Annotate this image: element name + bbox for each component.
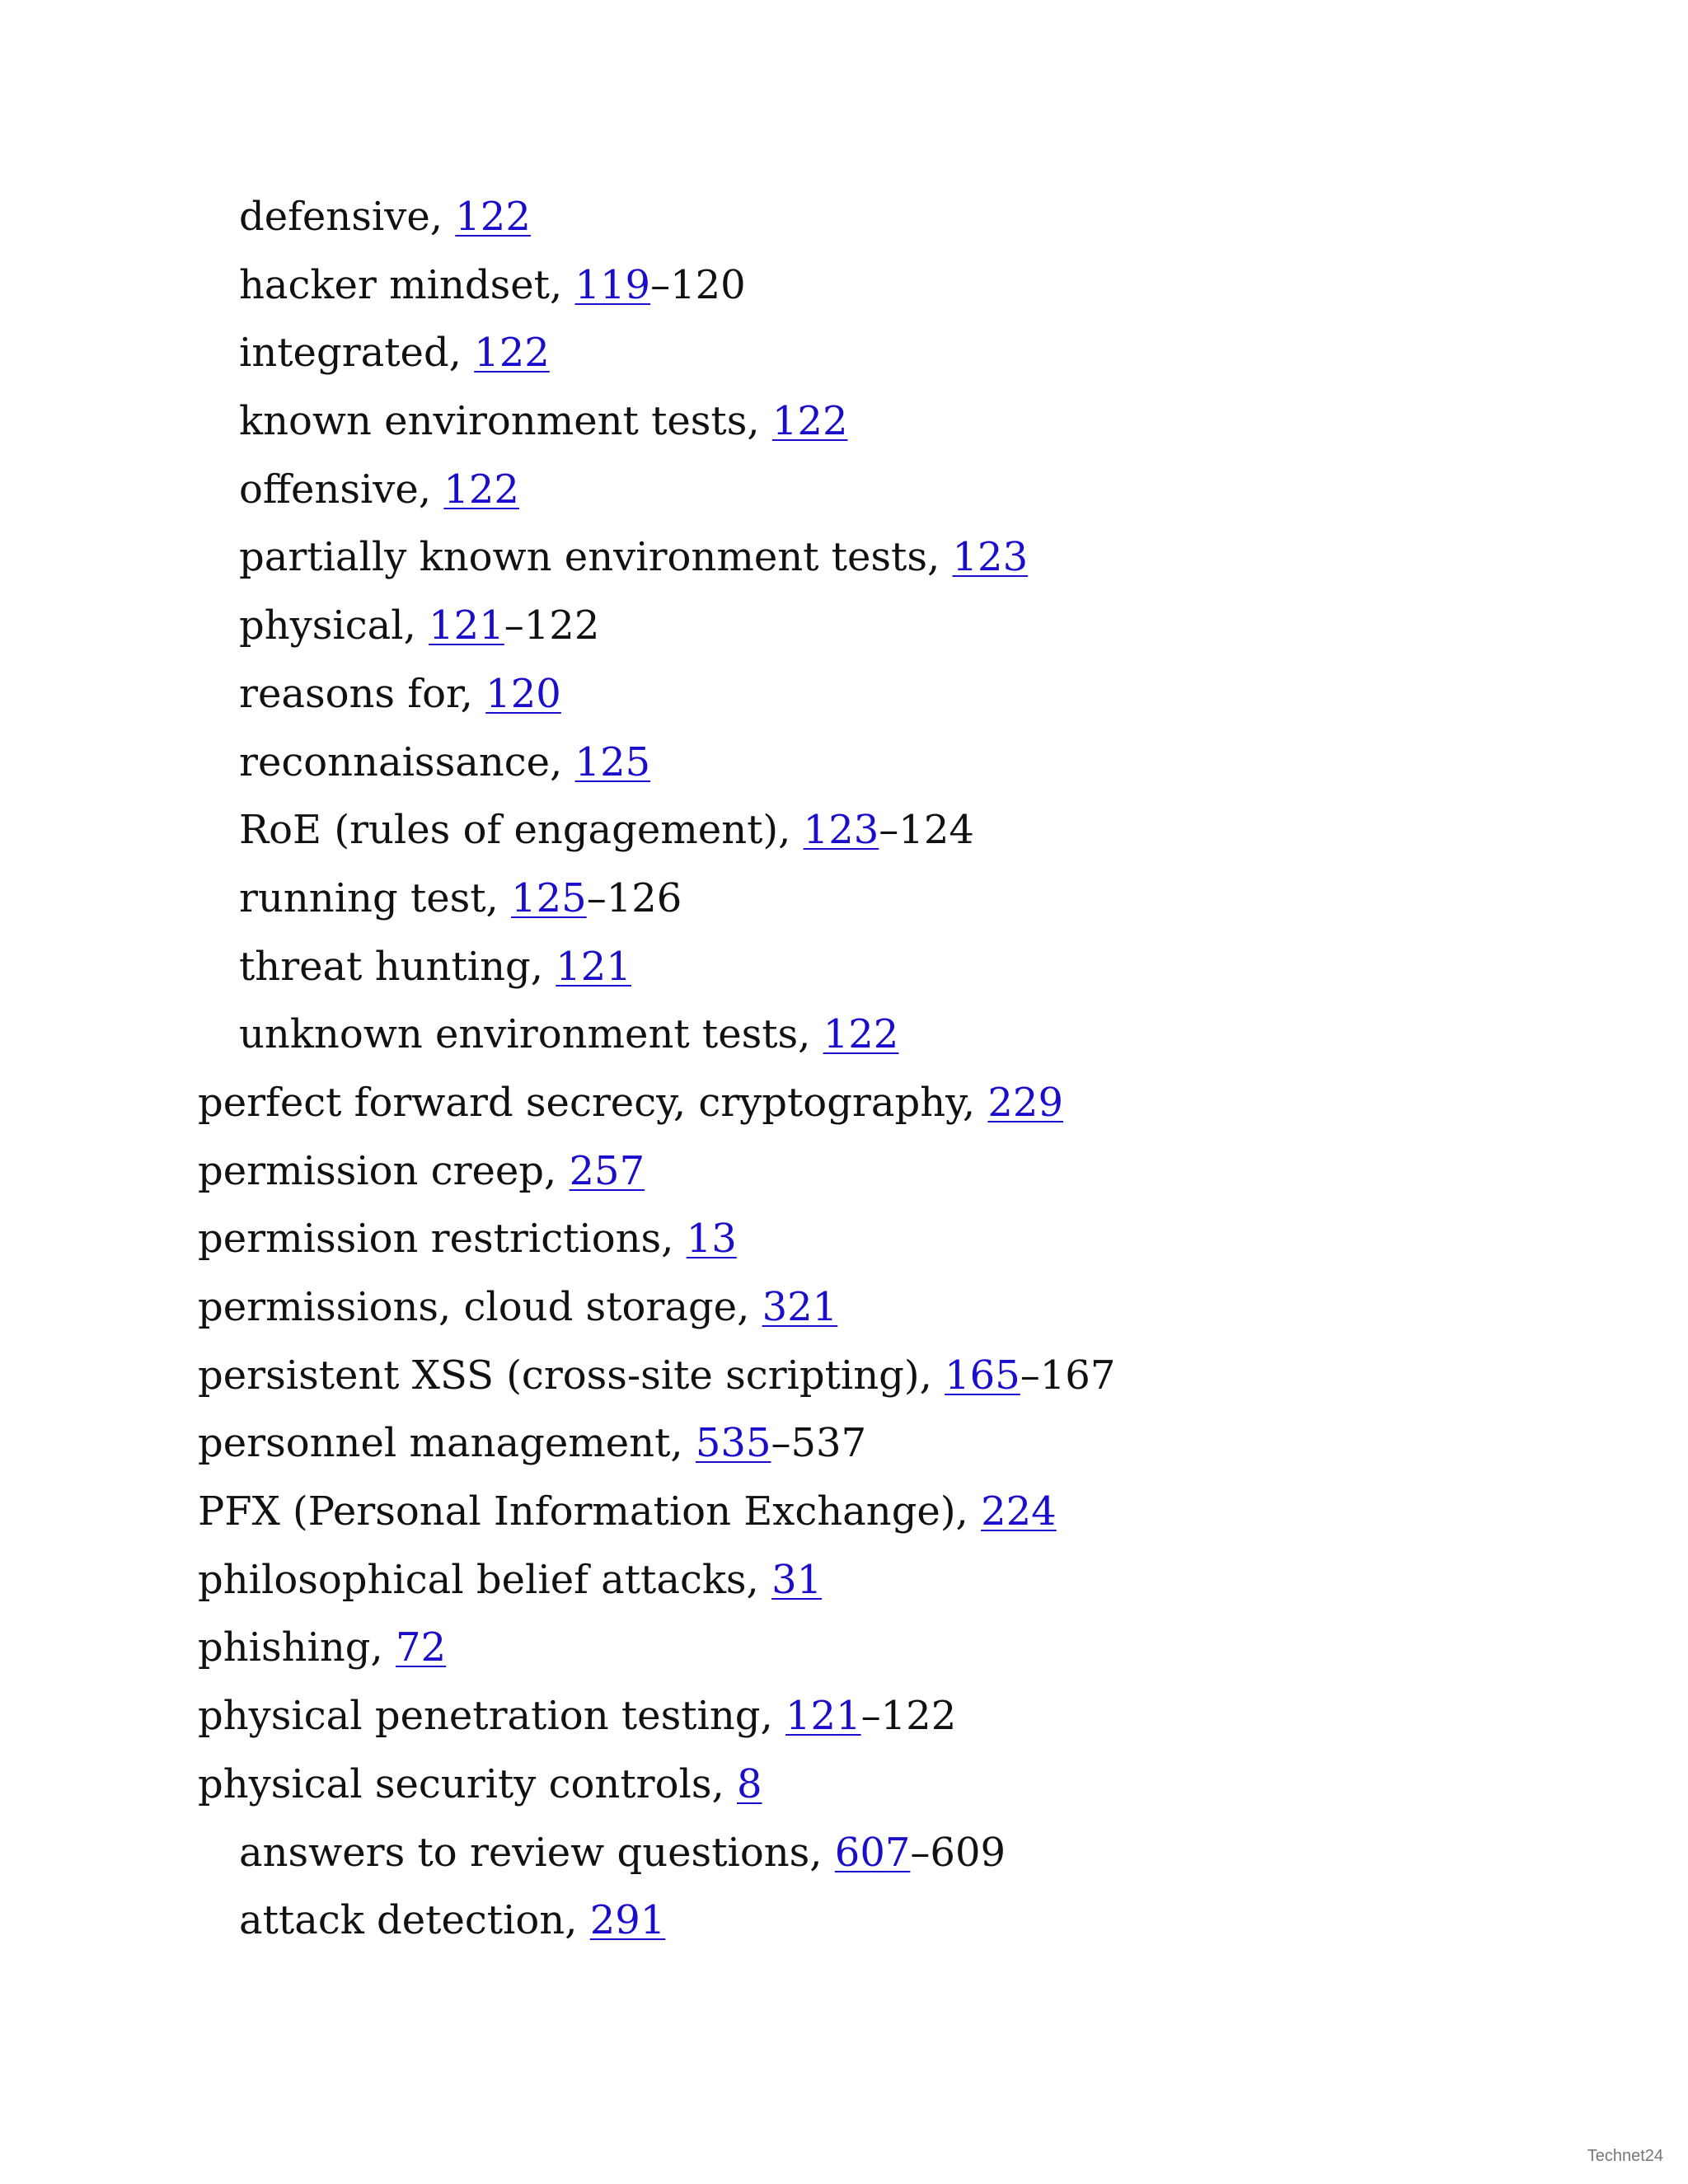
page-reference-link[interactable]: 321 [762,1284,838,1330]
page-range-end: –124 [879,807,974,854]
index-subentry [0,183,1688,251]
index-term: attack detection, [239,1897,590,1944]
index-entry [0,1682,1688,1750]
index-subentry [0,319,1688,387]
page-reference-link[interactable]: 13 [686,1216,737,1263]
page-reference-link[interactable]: 291 [589,1897,666,1944]
index-term: reasons for, [239,670,486,717]
index-term: partially known environment tests, [239,534,953,581]
index-term: perfect forward secrecy, cryptography, [198,1079,988,1126]
page-reference-link[interactable]: 31 [771,1556,823,1603]
page-reference-link[interactable]: 122 [443,466,519,513]
index-subentry [0,387,1688,456]
page-reference-link[interactable]: 121 [785,1693,861,1740]
page-range-end: –126 [586,874,682,921]
watermark: Technet24 [1587,2147,1663,2165]
index-term: unknown environment tests, [239,1011,823,1058]
index-term: phishing, [198,1624,396,1671]
index-entry [0,1750,1688,1819]
index-term: permission restrictions, [198,1216,687,1263]
page-reference-link[interactable]: 607 [834,1829,911,1876]
page-reference-link[interactable]: 120 [485,670,561,717]
index-entry [0,1546,1688,1615]
index-entry [0,1342,1688,1410]
page-range-end: –537 [771,1420,867,1467]
page-reference-link[interactable]: 119 [574,261,651,308]
index-term: defensive, [239,194,456,240]
page-reference-link[interactable]: 122 [474,330,550,377]
index-entry [0,1069,1688,1137]
index-entry [0,1614,1688,1682]
index-entry [0,1409,1688,1478]
index-subentry [0,592,1688,660]
page-reference-link[interactable]: 8 [736,1760,762,1807]
page-reference-link[interactable]: 125 [574,738,651,785]
page-reference-link[interactable]: 224 [981,1488,1057,1535]
page-reference-link[interactable]: 123 [803,807,879,854]
index-term: permissions, cloud storage, [198,1284,762,1330]
page-range-end: –122 [860,1693,957,1740]
index-entry-list [0,183,1688,1955]
page-reference-link[interactable]: 121 [429,602,504,649]
index-subentry [0,1001,1688,1069]
index-term: persistent XSS (cross-site scripting), [198,1352,945,1399]
page-reference-link[interactable]: 122 [823,1011,899,1058]
index-subentry [0,1886,1688,1955]
index-subentry [0,251,1688,320]
index-term: philosophical belief attacks, [198,1556,772,1603]
index-term: PFX (Personal Information Exchange), [198,1488,982,1535]
index-subentry [0,456,1688,524]
page-range-end: –167 [1020,1352,1116,1399]
index-subentry [0,865,1688,933]
page-reference-link[interactable]: 72 [396,1624,447,1671]
page-range-end: –122 [504,602,600,649]
index-term: physical, [239,602,429,649]
page-reference-link[interactable]: 123 [952,534,1029,581]
index-term: RoE (rules of engagement), [239,807,804,854]
page-reference-link[interactable]: 122 [455,194,531,240]
page-reference-link[interactable]: 257 [569,1147,645,1194]
index-entry [0,1137,1688,1206]
index-term: running test, [239,874,512,921]
index-term: threat hunting, [239,943,556,990]
index-term: known environment tests, [239,398,772,445]
index-entry [0,1273,1688,1342]
page-range-end: –120 [650,261,746,308]
index-subentry [0,796,1688,865]
index-subentry [0,523,1688,592]
page-reference-link[interactable]: 121 [556,943,631,990]
page-range-end: –609 [910,1829,1006,1876]
page-reference-link[interactable]: 165 [945,1352,1020,1399]
index-term: reconnaissance, [239,738,575,785]
index-entry [0,1478,1688,1546]
page-reference-link[interactable]: 122 [771,398,848,445]
index-term: offensive, [239,466,444,513]
index-term: physical security controls, [198,1760,737,1807]
index-subentry [0,660,1688,729]
index-subentry [0,1819,1688,1887]
index-term: physical penetration testing, [198,1693,785,1740]
index-term: personnel management, [198,1420,696,1467]
index-subentry [0,933,1688,1001]
index-subentry [0,729,1688,797]
index-term: permission creep, [198,1147,570,1194]
index-term: answers to review questions, [239,1829,835,1876]
index-term: integrated, [239,330,475,377]
index-term: hacker mindset, [239,261,575,308]
page-reference-link[interactable]: 535 [695,1420,771,1467]
page-reference-link[interactable]: 125 [511,874,587,921]
index-entry [0,1205,1688,1273]
page-reference-link[interactable]: 229 [987,1079,1064,1126]
